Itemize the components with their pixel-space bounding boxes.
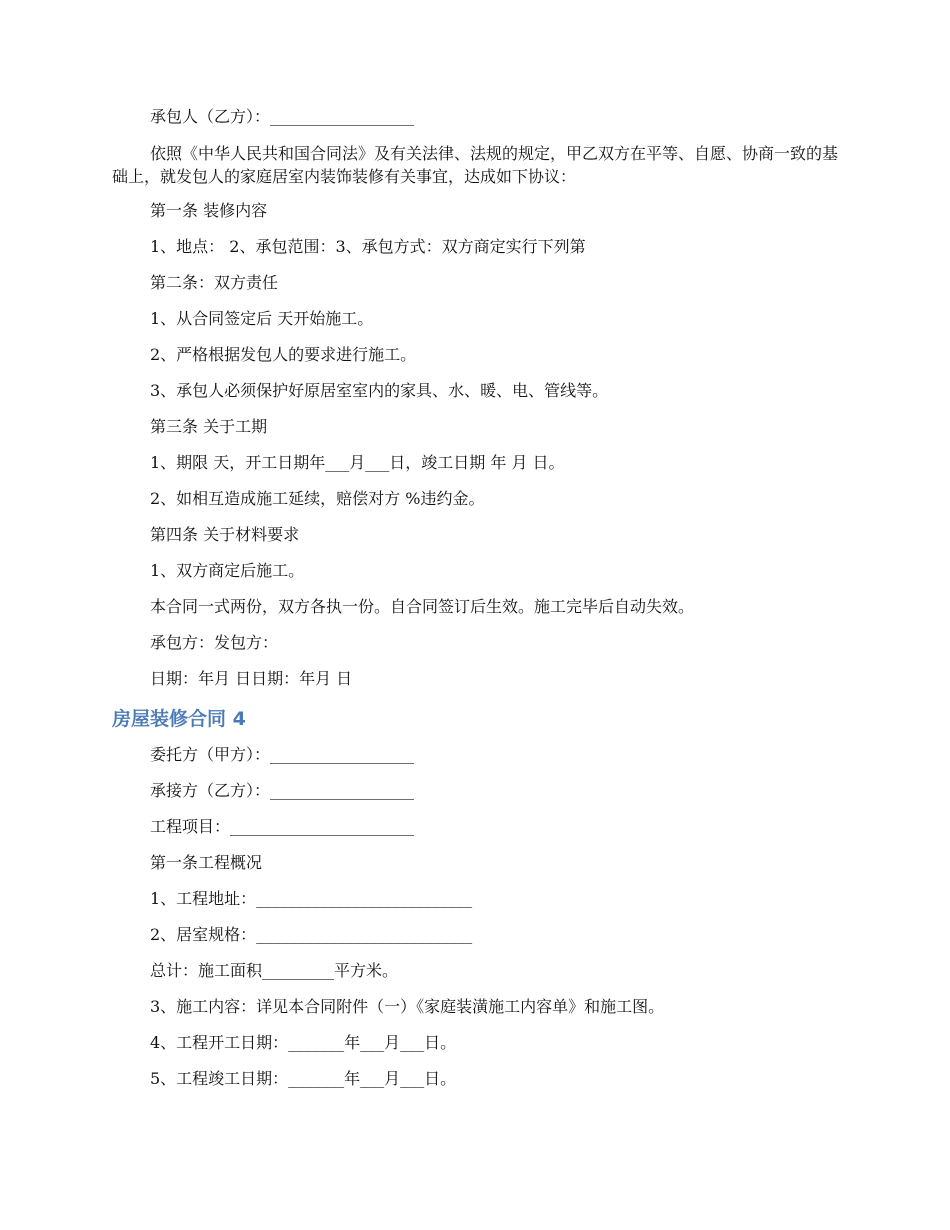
article-2-item-3: 3、承包人必须保护好原居室室内的家具、水、暖、电、管线等。 xyxy=(150,381,609,400)
total-area-line: 总计：施工面积_________平方米。 xyxy=(150,961,399,980)
article-2-title: 第二条：双方责任 xyxy=(150,273,279,292)
contractor-party-line: 承包人（乙方）：__________________ xyxy=(150,107,415,126)
completion-date-line: 5、工程竣工日期：_______年___月___日。 xyxy=(150,1069,457,1088)
project-name-line: 工程项目：_______________________ xyxy=(150,817,415,836)
work-content-line: 3、施工内容：详见本合同附件（一）《家庭装潢施工内容单》和施工图。 xyxy=(150,997,665,1016)
contract-validity-clause: 本合同一式两份，双方各执一份。自合同签订后生效。施工完毕后自动失效。 xyxy=(150,597,695,616)
agreement-preamble: 依照《中华人民共和国合同法》及有关法律、法规的规定，甲乙双方在平等、自愿、协商一致的基础上，就发包人的家庭居室内装饰装修有关事宜，达成如下协议： xyxy=(112,144,839,186)
article-4-title: 第四条 关于材料要求 xyxy=(150,525,300,544)
article-3-item-1: 1、期限 天，开工日期年___月___日，竣工日期 年 月 日。 xyxy=(150,453,565,472)
signature-parties-line: 承包方：发包方： xyxy=(150,633,279,652)
article-1-item-1: 1、地点： 2、承包范围：3、承包方式：双方商定实行下列第 xyxy=(150,237,586,256)
article-1-title: 第一条 装修内容 xyxy=(150,201,268,220)
project-overview-title: 第一条工程概况 xyxy=(150,853,263,872)
article-2-item-1: 1、从合同签定后 天开始施工。 xyxy=(150,309,374,328)
contractor-party-line-2: 承接方（乙方）：__________________ xyxy=(150,781,415,800)
signature-dates-line: 日期：年月 日日期：年月 日 xyxy=(150,669,353,688)
client-party-line: 委托方（甲方）：__________________ xyxy=(150,745,415,764)
article-4-item-1: 1、双方商定后施工。 xyxy=(150,561,305,580)
section-heading: 房屋装修合同 4 xyxy=(112,708,246,730)
room-spec-line: 2、居室规格：___________________________ xyxy=(150,925,473,944)
article-3-title: 第三条 关于工期 xyxy=(150,417,268,436)
start-date-line: 4、工程开工日期：_______年___月___日。 xyxy=(150,1033,457,1052)
article-2-item-2: 2、严格根据发包人的要求进行施工。 xyxy=(150,345,417,364)
article-3-item-2: 2、如相互造成施工延续，赔偿对方 %违约金。 xyxy=(150,489,485,508)
project-address-line: 1、工程地址：___________________________ xyxy=(150,889,473,908)
